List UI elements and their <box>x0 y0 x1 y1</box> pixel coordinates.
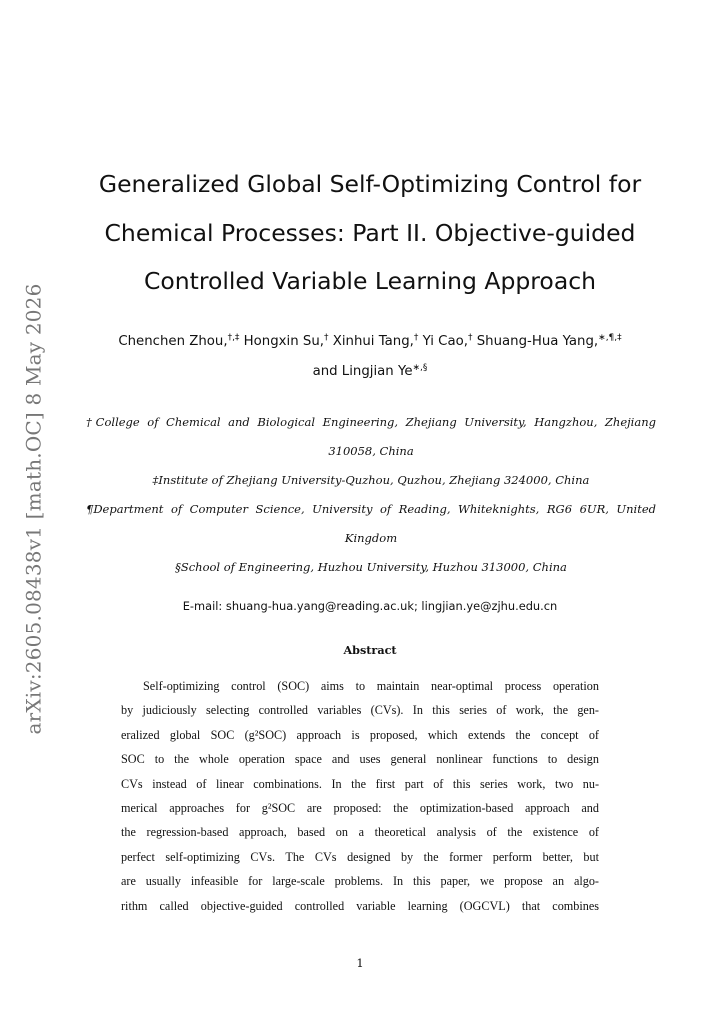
abstract-line: CVs instead of linear combinations. In the first part of this series work, two nu- <box>121 776 599 791</box>
abstract-line: Self-optimizing control (SOC) aims to maintain near-optimal process operation <box>143 679 599 693</box>
title-line: Generalized Global Self-Optimizing Control for <box>98 170 642 198</box>
author-name: Chenchen Zhou, <box>118 334 228 349</box>
arxiv-side-identifier: arXiv:2605.08438v1 [math.OC] 8 May 2026 <box>22 283 46 735</box>
abstract-line: SOC to the whole operation space and uses general nonlinear functions to design <box>121 752 599 767</box>
abstract-text <box>121 674 599 918</box>
author-list <box>60 327 680 387</box>
author-name: and Lingjian Ye <box>312 364 413 379</box>
affiliation: †College of Chemical and Biological Engineering, Zhejiang University, Hangzhou, Zhejiang 310058, China <box>86 415 656 458</box>
affiliation-mark: † <box>323 333 329 343</box>
affiliation-mark: ∗,§ <box>412 363 428 373</box>
abstract-line: eralized global SOC (g²SOC) approach is proposed, which extends the concept of <box>121 727 599 742</box>
title-line: Chemical Processes: Part II. Objective-guided <box>104 218 636 247</box>
title-line: Controlled Variable Learning Approach <box>143 267 597 295</box>
affiliation-mark: † <box>413 333 419 343</box>
author-line <box>60 327 680 357</box>
author-line <box>60 357 680 387</box>
affiliation: ¶Department of Computer Science, University of Reading, Whiteknights, RG6 6UR, United Kingdom <box>86 502 656 545</box>
affiliation-mark: † <box>467 333 473 343</box>
affiliations <box>86 408 656 582</box>
affiliation-mark: †,‡ <box>227 333 240 343</box>
affiliation-mark: ∗,¶,‡ <box>598 333 622 343</box>
abstract-line: merical approaches for g²SOC are proposed: the optimization-based approach and <box>121 801 599 816</box>
author-name: Shuang-Hua Yang, <box>472 334 599 349</box>
contact-email: E-mail: shuang-hua.yang@reading.ac.uk; lingjian.ye@zjhu.edu.cn <box>182 599 558 613</box>
abstract-line: perfect self-optimizing CVs. The CVs designed by the former perform better, but <box>121 849 599 864</box>
affiliation: ‡Institute of Zhejiang University-Quzhou, Quzhou, Zhejiang 324000, China <box>152 473 590 487</box>
page-number: 1 <box>356 956 364 970</box>
abstract-line: rithm called objective-guided controlled variable learning (OGCVL) that combines <box>121 898 599 913</box>
affiliation: §School of Engineering, Huzhou University, Huzhou 313000, China <box>175 560 567 574</box>
author-name: Hongxin Su, <box>239 334 324 349</box>
abstract-line: are usually infeasible for large-scale problems. In this paper, we propose an algo- <box>121 874 599 889</box>
author-name: Yi Cao, <box>418 334 468 349</box>
paper-title <box>60 160 680 306</box>
author-name: Xinhui Tang, <box>328 334 414 349</box>
abstract-line: by judiciously selecting controlled variables (CVs). In this series of work, the gen- <box>121 703 599 718</box>
abstract-line: the regression-based approach, based on a theoretical analysis of the existence of <box>121 825 599 840</box>
abstract-heading: Abstract <box>343 643 397 657</box>
